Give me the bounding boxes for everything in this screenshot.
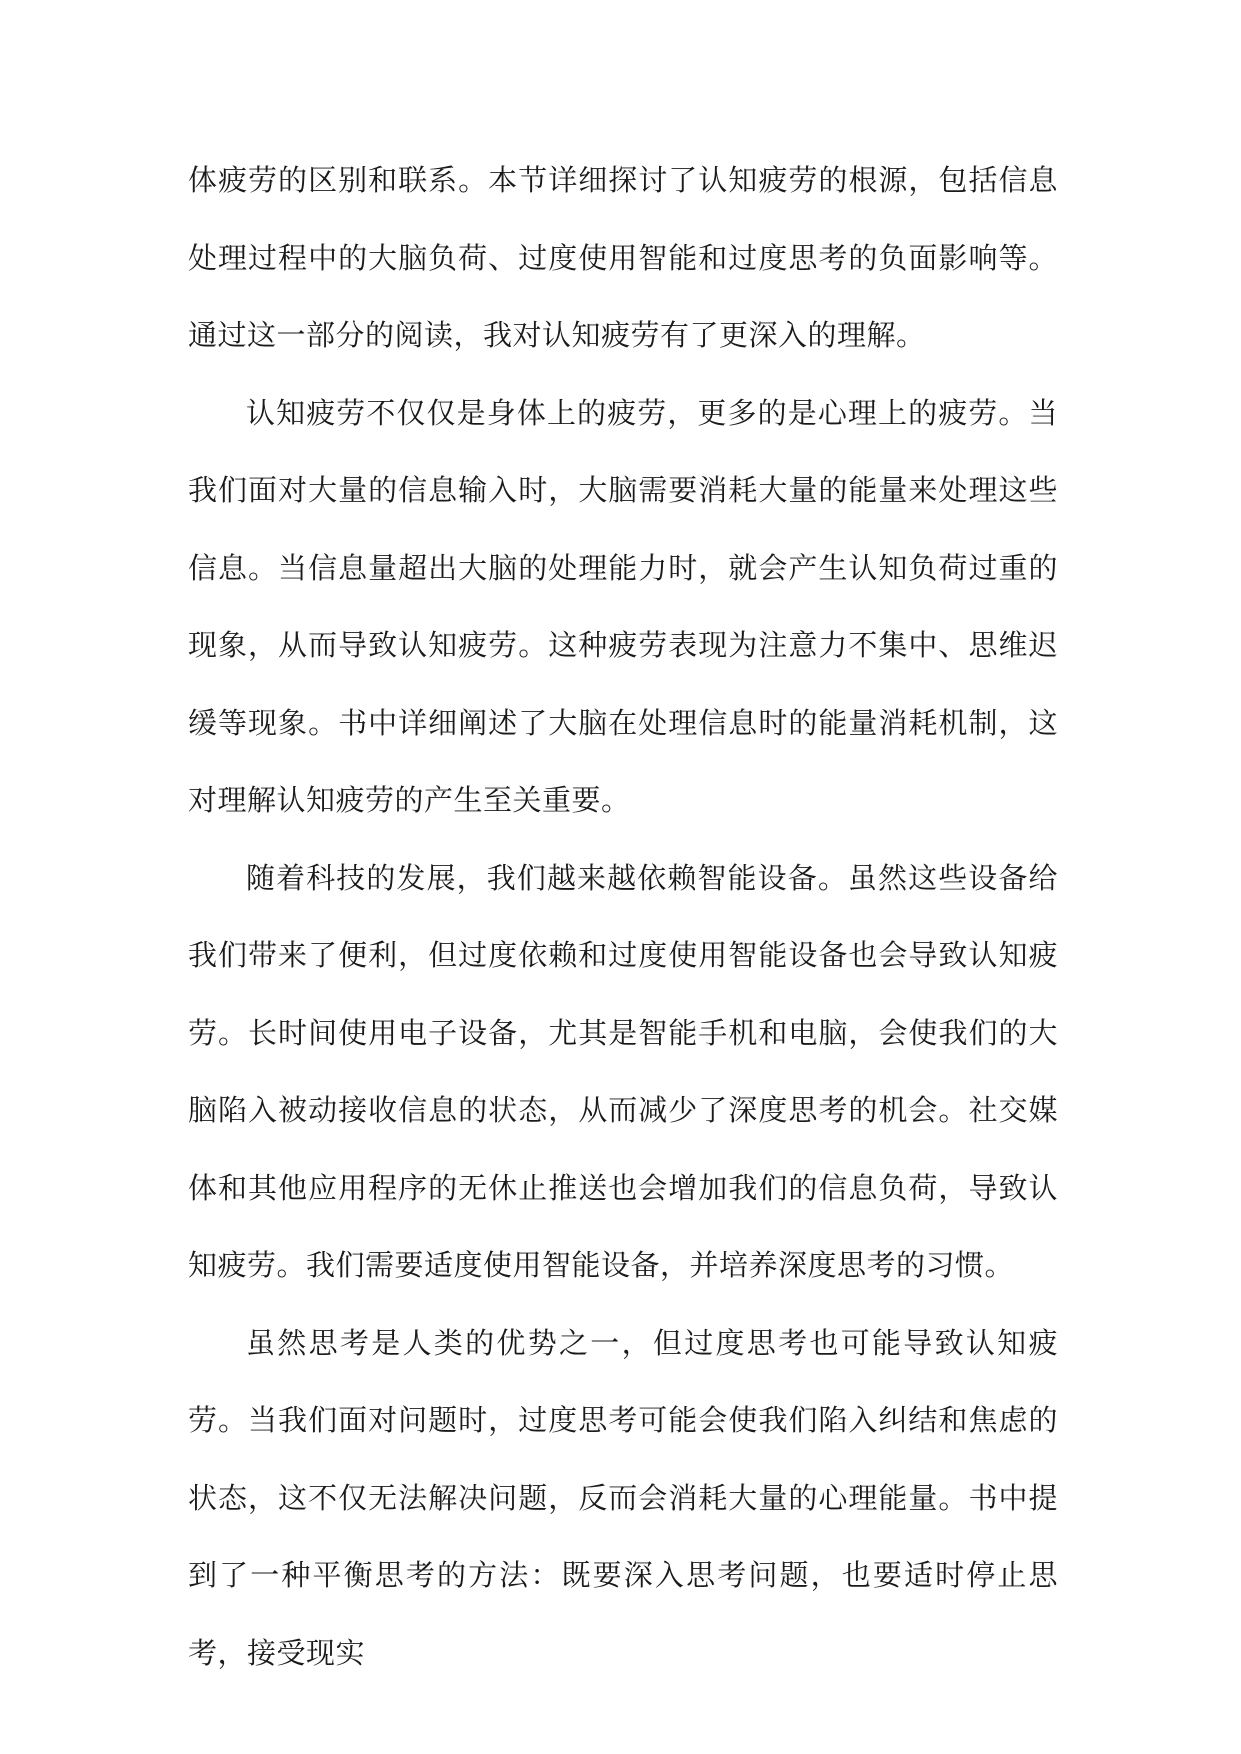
paragraph-4: 虽然思考是人类的优势之一，但过度思考也可能导致认知疲劳。当我们面对问题时，过度思考可能会使我们陷入纠结和焦虑的状态，这不仅无法解决问题，反而会消耗大量的心理能量。书中提到了一种平衡思考的方法：既要深入思考问题，也要适时停止思考，接受现实	[188, 1325, 1058, 1670]
paragraph-2: 认知疲劳不仅仅是身体上的疲劳，更多的是心理上的疲劳。当我们面对大量的信息输入时，大脑需要消耗大量的能量来处理这些信息。当信息量超出大脑的处理能力时，就会产生认知负荷过重的现象，从而导致认知疲劳。这种疲劳表现为注意力不集中、思维迟缓等现象。书中详细阐述了大脑在处理信息时的能量消耗机制，这对理解认知疲劳的产生至关重要。	[188, 395, 1058, 817]
paragraph-1: 体疲劳的区别和联系。本节详细探讨了认知疲劳的根源，包括信息处理过程中的大脑负荷、过度使用智能和过度思考的负面影响等。通过这一部分的阅读，我对认知疲劳有了更深入的理解。	[188, 163, 1058, 352]
paragraph-3: 随着科技的发展，我们越来越依赖智能设备。虽然这些设备给我们带来了便利，但过度依赖和过度使用智能设备也会导致认知疲劳。长时间使用电子设备，尤其是智能手机和电脑，会使我们的大脑陷入被动接收信息的状态，从而减少了深度思考的机会。社交媒体和其他应用程序的无休止推送也会增加我们的信息负荷，导致认知疲劳。我们需要适度使用智能设备，并培养深度思考的习惯。	[188, 860, 1058, 1282]
body-text	[188, 142, 1058, 1692]
